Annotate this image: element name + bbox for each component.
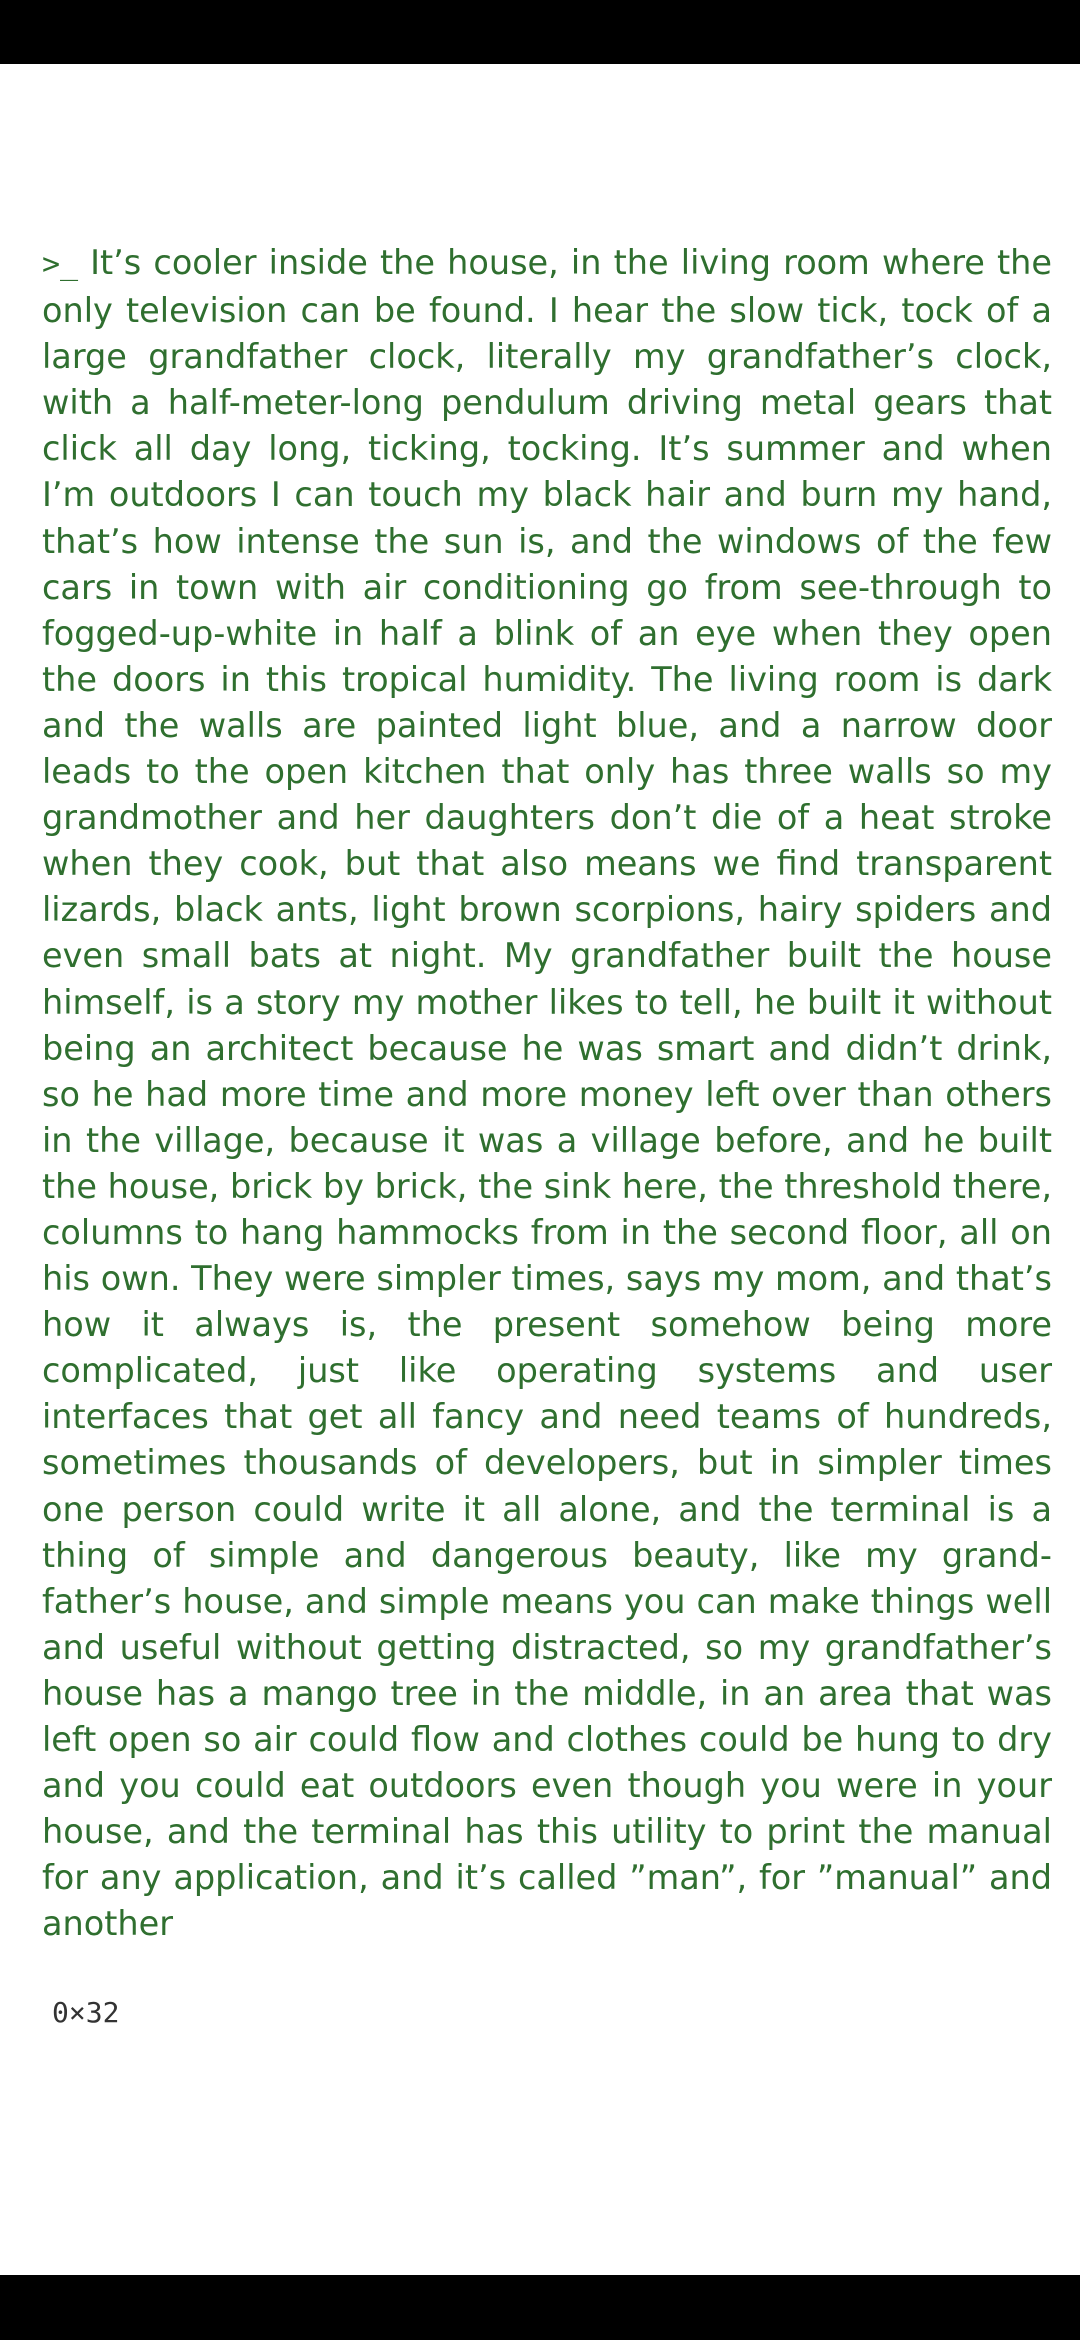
status-bar xyxy=(0,0,1080,64)
reader-text[interactable] xyxy=(42,240,1052,1947)
chapter-indicator[interactable]: 0×32 xyxy=(52,1996,120,2029)
terminal-prompt-icon: >_ xyxy=(42,247,79,282)
navigation-bar xyxy=(0,2275,1080,2340)
reader-paragraph: It’s cooler inside the house, in the living room where the only television can be found. I hear the slow tick, tock of a large grandfather clock, literally my grandfather’s clock, with a half-meter-long pendulum driving metal gears that click all day long, ticking, tocking. It’s summer and when I’m outdoors I can touch my black hair and burn my hand, that’s how intense the sun is, and the windows of the few cars in town with air conditioning go from see-through to fogged-up-white in half a blink of an eye when they open the doors in this tropical humidity. The living room is dark and the walls are painted light blue, and a narrow door leads to the open kitchen that only has three walls so my grandmother and her daughters don’t die of a heat stroke when they cook, but that also means we find transparent lizards, black ants, light brown scorpions, hairy spiders and even small bats at night. My grandfather built the house himself, is a story my mother likes to tell, he built it without being an architect because he was smart and didn’t drink, so he had more time and more money left over than others in the village, because it was a village before, and he built the house, brick by brick, the sink here, the threshold there, columns to hang hammocks from in the second floor, all on his own. They were simpler times, says my mom, and that’s how it always is, the present somehow being more complicated, just like operating systems and user interfaces that get all fancy and need teams of hundreds, sometimes thousands of developers, but in simpler times one person could write it all alone, and the terminal is a thing of simple and dangerous beauty, like my grandfather’s house, and simple means you can make things well and useful without getting distracted, so my grandfather’s house has a mango tree in the middle, in an area that was left open so air could flow and clothes could be hung to dry and you could eat outdoors even though you were in your house, and the terminal has this utility to print the manual for any application, and it’s called ”man”, for ”manual” and another xyxy=(42,243,1052,1944)
